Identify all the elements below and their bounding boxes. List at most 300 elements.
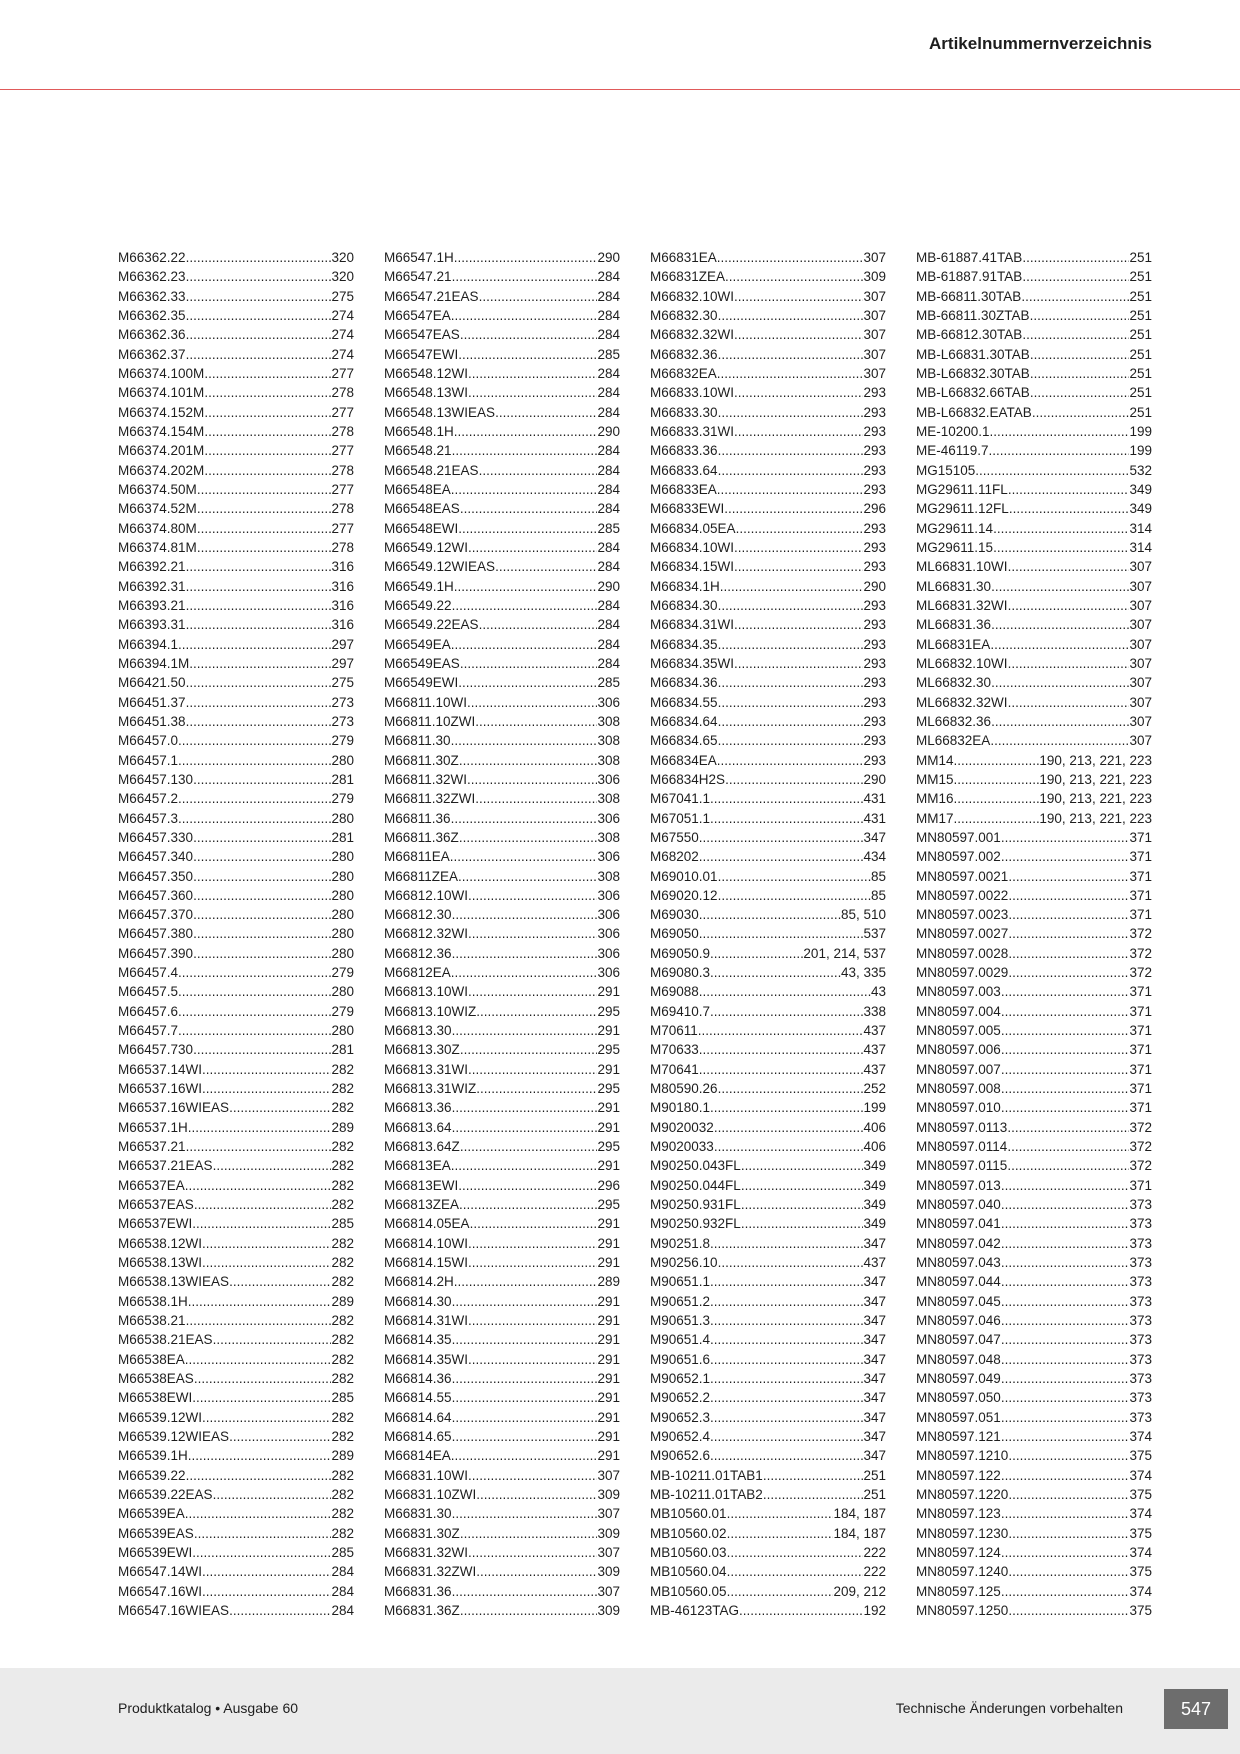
page-reference: 279 bbox=[331, 733, 354, 749]
page-reference: 282 bbox=[331, 1371, 354, 1387]
page-reference: 349 bbox=[863, 1158, 886, 1174]
page-reference: 347 bbox=[863, 1274, 886, 1290]
header-rule bbox=[0, 89, 1240, 90]
index-entry bbox=[384, 770, 620, 789]
article-number: M66814.15WI bbox=[384, 1255, 469, 1271]
page-reference: 278 bbox=[331, 462, 354, 478]
index-entry bbox=[916, 1466, 1152, 1485]
article-number: M66457.370 bbox=[118, 907, 194, 923]
article-number: MN80597.1210 bbox=[916, 1448, 1009, 1464]
page-reference: 291 bbox=[597, 1371, 620, 1387]
index-entry bbox=[384, 383, 620, 402]
leader-dots bbox=[186, 1466, 332, 1485]
leader-dots bbox=[718, 886, 871, 905]
leader-dots bbox=[178, 731, 331, 750]
leader-dots bbox=[1001, 1311, 1130, 1330]
index-entry bbox=[118, 905, 354, 924]
index-entry bbox=[650, 1543, 886, 1562]
index-entry bbox=[650, 1350, 886, 1369]
article-number: MN80597.0027 bbox=[916, 926, 1009, 942]
page-reference: 307 bbox=[597, 1467, 620, 1483]
index-entry bbox=[650, 383, 886, 402]
article-number: M69050 bbox=[650, 926, 699, 942]
index-entry bbox=[916, 847, 1152, 866]
index-entry bbox=[650, 635, 886, 654]
index-entry bbox=[118, 383, 354, 402]
index-entry bbox=[384, 519, 620, 538]
index-entry bbox=[118, 1582, 354, 1601]
article-number: M66457.360 bbox=[118, 887, 194, 903]
page-reference: 293 bbox=[863, 597, 886, 613]
leader-dots bbox=[460, 1524, 598, 1543]
article-number: MG29611.11FL bbox=[916, 481, 1008, 497]
page-reference: 308 bbox=[597, 713, 620, 729]
leader-dots bbox=[718, 461, 864, 480]
page-reference: 437 bbox=[863, 1061, 886, 1077]
leader-dots bbox=[178, 809, 331, 828]
leader-dots bbox=[734, 422, 863, 441]
leader-dots bbox=[178, 635, 331, 654]
article-number: MB-10211.01TAB1 bbox=[650, 1467, 763, 1483]
index-entry bbox=[650, 751, 886, 770]
article-number: M69410.7 bbox=[650, 1003, 711, 1019]
page-reference: 295 bbox=[597, 1042, 620, 1058]
leader-dots bbox=[458, 1176, 597, 1195]
article-number: MN80597.003 bbox=[916, 984, 1001, 1000]
page-reference: 307 bbox=[597, 1544, 620, 1560]
leader-dots bbox=[188, 1118, 332, 1137]
leader-dots bbox=[476, 1079, 597, 1098]
page-reference: 373 bbox=[1129, 1390, 1152, 1406]
leader-dots bbox=[1008, 905, 1129, 924]
index-entry bbox=[650, 673, 886, 692]
leader-dots bbox=[467, 693, 597, 712]
page-reference: 282 bbox=[331, 1274, 354, 1290]
leader-dots bbox=[718, 712, 864, 731]
index-entry bbox=[384, 248, 620, 267]
index-entry bbox=[118, 924, 354, 943]
page-reference: 295 bbox=[597, 1003, 620, 1019]
leader-dots bbox=[991, 712, 1129, 731]
article-number: M68202 bbox=[650, 849, 699, 865]
article-number: M66832.10WI bbox=[650, 288, 735, 304]
index-entry bbox=[384, 441, 620, 460]
index-entry bbox=[650, 1466, 886, 1485]
page-reference: 274 bbox=[331, 307, 354, 323]
leader-dots bbox=[720, 577, 864, 596]
page-reference: 308 bbox=[597, 829, 620, 845]
page-reference: 437 bbox=[863, 1042, 886, 1058]
leader-dots bbox=[1008, 963, 1129, 982]
article-number: M66457.340 bbox=[118, 849, 194, 865]
leader-dots bbox=[178, 789, 331, 808]
article-number: M66457.1 bbox=[118, 752, 179, 768]
page-reference: 280 bbox=[331, 810, 354, 826]
article-number: M66537.16WIEAS bbox=[118, 1100, 230, 1116]
article-number: M66834.36 bbox=[650, 675, 718, 691]
leader-dots bbox=[993, 519, 1129, 538]
page-reference: 309 bbox=[597, 1564, 620, 1580]
leader-dots bbox=[451, 731, 598, 750]
leader-dots bbox=[186, 673, 332, 692]
article-number: MN80597.008 bbox=[916, 1081, 1001, 1097]
article-number: ML66832.32WI bbox=[916, 694, 1008, 710]
page-reference: 293 bbox=[863, 539, 886, 555]
leader-dots bbox=[718, 867, 871, 886]
page-reference: 291 bbox=[597, 1448, 620, 1464]
index-entry bbox=[650, 982, 886, 1001]
leader-dots bbox=[1030, 306, 1130, 325]
index-entry bbox=[916, 1137, 1152, 1156]
page-reference: 251 bbox=[863, 1467, 886, 1483]
index-entry bbox=[916, 982, 1152, 1001]
article-number: M66811.10WI bbox=[384, 694, 468, 710]
leader-dots bbox=[468, 1466, 597, 1485]
page-reference: 347 bbox=[863, 829, 886, 845]
leader-dots bbox=[186, 615, 332, 634]
article-number: M66362.33 bbox=[118, 288, 186, 304]
leader-dots bbox=[1009, 499, 1130, 518]
leader-dots bbox=[186, 693, 332, 712]
page-reference: 316 bbox=[331, 597, 354, 613]
article-number: MB-66811.30ZTAB bbox=[916, 307, 1030, 323]
index-entry bbox=[118, 615, 354, 634]
page-reference: 290 bbox=[863, 771, 886, 787]
leader-dots bbox=[741, 1156, 864, 1175]
leader-dots bbox=[734, 654, 863, 673]
index-entry bbox=[384, 789, 620, 808]
index-entry bbox=[384, 1446, 620, 1465]
index-entry bbox=[650, 557, 886, 576]
page-reference: 306 bbox=[597, 907, 620, 923]
page-reference: 372 bbox=[1129, 1119, 1152, 1135]
article-number: MG29611.14 bbox=[916, 520, 994, 536]
index-entry bbox=[650, 403, 886, 422]
leader-dots bbox=[1001, 1040, 1130, 1059]
article-number: M66457.130 bbox=[118, 771, 194, 787]
leader-dots bbox=[202, 1253, 331, 1272]
index-entry bbox=[650, 654, 886, 673]
article-number: MN80597.124 bbox=[916, 1544, 1001, 1560]
article-number: M66813.30Z bbox=[384, 1042, 460, 1058]
article-number: M66549.12WIEAS bbox=[384, 559, 496, 575]
article-number: M66457.390 bbox=[118, 945, 194, 961]
leader-dots bbox=[451, 1446, 598, 1465]
index-entry bbox=[650, 1504, 886, 1523]
article-number: M66831.10ZWI bbox=[384, 1487, 477, 1502]
page-reference: 281 bbox=[331, 1042, 354, 1058]
article-number: M66813EWI bbox=[384, 1177, 459, 1193]
index-column-4 bbox=[916, 248, 1152, 1620]
page-reference: 279 bbox=[331, 791, 354, 807]
page-reference: 251 bbox=[863, 1487, 886, 1502]
article-number: M66834EA bbox=[650, 752, 717, 768]
page-reference: 85, 510 bbox=[840, 907, 886, 923]
page-reference: 306 bbox=[597, 926, 620, 942]
index-entry bbox=[118, 480, 354, 499]
article-number: MN80597.1220 bbox=[916, 1487, 1009, 1502]
leader-dots bbox=[1008, 924, 1129, 943]
page-reference: 278 bbox=[331, 423, 354, 439]
page-reference: 284 bbox=[331, 1564, 354, 1580]
article-number: M66362.37 bbox=[118, 346, 186, 362]
leader-dots bbox=[1001, 1253, 1130, 1272]
article-number: M69010.01 bbox=[650, 868, 718, 884]
article-number: M66813EA bbox=[384, 1158, 451, 1174]
index-entry bbox=[384, 1543, 620, 1562]
page-reference: 284 bbox=[597, 307, 620, 323]
article-number: M66833EA bbox=[650, 481, 717, 497]
index-entry bbox=[650, 1524, 886, 1543]
index-entry bbox=[384, 1330, 620, 1349]
page-reference: 284 bbox=[597, 501, 620, 517]
leader-dots bbox=[990, 635, 1129, 654]
page-reference: 375 bbox=[1129, 1487, 1152, 1502]
page-reference: 371 bbox=[1129, 1100, 1152, 1116]
leader-dots bbox=[193, 905, 331, 924]
index-entry bbox=[650, 770, 886, 789]
index-entry bbox=[650, 1388, 886, 1407]
index-entry bbox=[916, 751, 1152, 770]
article-number: M66811.30Z bbox=[384, 752, 459, 768]
leader-dots bbox=[189, 654, 331, 673]
article-number: M69050.9 bbox=[650, 945, 711, 961]
page-reference: 277 bbox=[331, 443, 354, 459]
leader-dots bbox=[1001, 1330, 1130, 1349]
page-reference: 190, 213, 221, 223 bbox=[1039, 810, 1152, 826]
index-entry bbox=[118, 944, 354, 963]
page-reference: 273 bbox=[331, 694, 354, 710]
page-reference: 307 bbox=[1129, 713, 1152, 729]
page-reference: 291 bbox=[597, 984, 620, 1000]
page-reference: 347 bbox=[863, 1332, 886, 1348]
article-number: MB10560.01 bbox=[650, 1506, 727, 1522]
index-entry bbox=[384, 963, 620, 982]
article-number: M66549EAS bbox=[384, 655, 460, 671]
page-reference: 222 bbox=[863, 1564, 886, 1580]
leader-dots bbox=[468, 1350, 597, 1369]
index-entry bbox=[384, 1118, 620, 1137]
article-number: M66813.30 bbox=[384, 1023, 452, 1039]
page-reference: 251 bbox=[1129, 365, 1152, 381]
article-number: M66537EWI bbox=[118, 1216, 193, 1232]
leader-dots bbox=[186, 596, 332, 615]
article-number: ME-46119.7 bbox=[916, 443, 989, 459]
leader-dots bbox=[452, 905, 598, 924]
article-number: M66539EA bbox=[118, 1506, 185, 1522]
page-reference: 371 bbox=[1129, 1177, 1152, 1193]
index-entry bbox=[384, 982, 620, 1001]
leader-dots bbox=[1001, 1214, 1130, 1233]
article-number: M66834.55 bbox=[650, 694, 718, 710]
page-reference: 274 bbox=[331, 327, 354, 343]
leader-dots bbox=[1001, 1002, 1130, 1021]
leader-dots bbox=[741, 1176, 864, 1195]
page-reference: 284 bbox=[597, 269, 620, 285]
leader-dots bbox=[229, 1427, 331, 1446]
article-number: M66362.23 bbox=[118, 269, 186, 285]
index-entry bbox=[916, 1388, 1152, 1407]
article-number: M66457.3 bbox=[118, 810, 179, 826]
index-columns bbox=[118, 248, 1152, 1620]
index-entry bbox=[384, 1601, 620, 1620]
page-reference: 282 bbox=[331, 1158, 354, 1174]
article-number: M66537.1H bbox=[118, 1119, 188, 1135]
index-entry bbox=[118, 673, 354, 692]
index-entry bbox=[118, 1040, 354, 1059]
page-reference: 251 bbox=[1129, 250, 1152, 265]
article-number: M66814.35WI bbox=[384, 1351, 469, 1367]
page-reference: 349 bbox=[863, 1177, 886, 1193]
leader-dots bbox=[699, 1040, 864, 1059]
article-number: M66813.64 bbox=[384, 1119, 452, 1135]
leader-dots bbox=[1001, 847, 1130, 866]
page-reference: 293 bbox=[863, 481, 886, 497]
leader-dots bbox=[975, 461, 1129, 480]
article-number: M66831.36 bbox=[384, 1583, 452, 1599]
page-reference: 347 bbox=[863, 1409, 886, 1425]
index-entry bbox=[384, 577, 620, 596]
leader-dots bbox=[468, 924, 597, 943]
leader-dots bbox=[1001, 1021, 1130, 1040]
leader-dots bbox=[468, 383, 597, 402]
page-reference: 297 bbox=[331, 636, 354, 652]
article-number: M66362.22 bbox=[118, 250, 186, 265]
article-number: M66549.1H bbox=[384, 578, 454, 594]
index-entry bbox=[650, 828, 886, 847]
article-number: M66548.21 bbox=[384, 443, 452, 459]
article-number: MN80597.051 bbox=[916, 1409, 1001, 1425]
index-entry bbox=[118, 1118, 354, 1137]
leader-dots bbox=[186, 267, 332, 286]
leader-dots bbox=[1001, 1234, 1130, 1253]
page-reference: 374 bbox=[1129, 1583, 1152, 1599]
leader-dots bbox=[452, 1388, 598, 1407]
index-entry bbox=[650, 596, 886, 615]
page-reference: 371 bbox=[1129, 849, 1152, 865]
index-entry bbox=[118, 345, 354, 364]
page-reference: 293 bbox=[863, 559, 886, 575]
article-number: M66539.1H bbox=[118, 1448, 188, 1464]
article-number: M90251.8 bbox=[650, 1235, 711, 1251]
index-entry bbox=[916, 345, 1152, 364]
index-entry bbox=[118, 1098, 354, 1117]
index-entry bbox=[916, 1601, 1152, 1620]
article-number: M66832.36 bbox=[650, 346, 718, 362]
index-entry bbox=[916, 1002, 1152, 1021]
leader-dots bbox=[710, 1427, 863, 1446]
page-reference: 307 bbox=[1129, 597, 1152, 613]
leader-dots bbox=[459, 828, 598, 847]
page-reference: 306 bbox=[597, 887, 620, 903]
article-number: M66539.22EAS bbox=[118, 1487, 213, 1502]
leader-dots bbox=[452, 1292, 598, 1311]
index-entry bbox=[650, 287, 886, 306]
article-number: M66539.12WI bbox=[118, 1409, 203, 1425]
leader-dots bbox=[204, 364, 331, 383]
page-reference: 295 bbox=[597, 1081, 620, 1097]
page-reference: 373 bbox=[1129, 1235, 1152, 1251]
index-entry bbox=[650, 615, 886, 634]
page-reference: 347 bbox=[863, 1429, 886, 1445]
index-entry bbox=[384, 1524, 620, 1543]
article-number: MG15105 bbox=[916, 462, 976, 478]
article-number: MB-46123TAG bbox=[650, 1602, 740, 1618]
article-number: M66374.80M bbox=[118, 520, 197, 536]
leader-dots bbox=[727, 1504, 834, 1523]
leader-dots bbox=[185, 1504, 332, 1523]
index-entry bbox=[650, 499, 886, 518]
article-number: M66537.21EAS bbox=[118, 1158, 213, 1174]
article-number: M66457.2 bbox=[118, 791, 179, 807]
leader-dots bbox=[710, 1350, 863, 1369]
page-reference: 251 bbox=[1129, 346, 1152, 362]
article-number: M69080.3 bbox=[650, 965, 711, 981]
leader-dots bbox=[193, 944, 331, 963]
page-reference: 532 bbox=[1129, 462, 1152, 478]
page-reference: 373 bbox=[1129, 1313, 1152, 1329]
page-reference: 296 bbox=[863, 501, 886, 517]
index-entry bbox=[650, 1098, 886, 1117]
page-reference: 284 bbox=[597, 462, 620, 478]
index-entry bbox=[384, 924, 620, 943]
article-number: M69030 bbox=[650, 907, 699, 923]
article-number: M66457.330 bbox=[118, 829, 194, 845]
article-number: MN80597.0115 bbox=[916, 1158, 1008, 1174]
leader-dots bbox=[954, 789, 1040, 808]
index-entry bbox=[650, 789, 886, 808]
page-reference: 295 bbox=[597, 1139, 620, 1155]
article-number: M66811.32WI bbox=[384, 771, 468, 787]
index-entry bbox=[650, 867, 886, 886]
leader-dots bbox=[460, 325, 598, 344]
leader-dots bbox=[495, 403, 597, 422]
page-reference: 347 bbox=[863, 1351, 886, 1367]
index-entry bbox=[916, 1446, 1152, 1465]
index-entry bbox=[384, 538, 620, 557]
index-entry bbox=[650, 1176, 886, 1195]
leader-dots bbox=[1021, 287, 1129, 306]
page-reference: 199 bbox=[1129, 423, 1152, 439]
index-entry bbox=[118, 1504, 354, 1523]
article-number: M66393.21 bbox=[118, 597, 186, 613]
page-reference: 307 bbox=[1129, 655, 1152, 671]
index-entry bbox=[916, 1543, 1152, 1562]
index-entry bbox=[916, 1427, 1152, 1446]
index-entry bbox=[118, 1408, 354, 1427]
leader-dots bbox=[717, 480, 864, 499]
page-reference: 277 bbox=[331, 481, 354, 497]
leader-dots bbox=[197, 480, 332, 499]
leader-dots bbox=[185, 1350, 332, 1369]
index-entry bbox=[650, 1408, 886, 1427]
page-reference: 285 bbox=[331, 1390, 354, 1406]
index-entry bbox=[384, 905, 620, 924]
index-entry bbox=[650, 480, 886, 499]
article-number: M69020.12 bbox=[650, 887, 718, 903]
index-entry bbox=[650, 1562, 886, 1581]
article-number: MN80597.0023 bbox=[916, 907, 1009, 923]
index-entry bbox=[650, 1311, 886, 1330]
leader-dots bbox=[724, 499, 863, 518]
page-reference: 201, 214, 537 bbox=[803, 945, 886, 961]
leader-dots bbox=[202, 1060, 331, 1079]
page-reference: 280 bbox=[331, 752, 354, 768]
leader-dots bbox=[1030, 345, 1130, 364]
leader-dots bbox=[476, 1562, 597, 1581]
index-entry bbox=[384, 847, 620, 866]
index-entry bbox=[916, 1311, 1152, 1330]
